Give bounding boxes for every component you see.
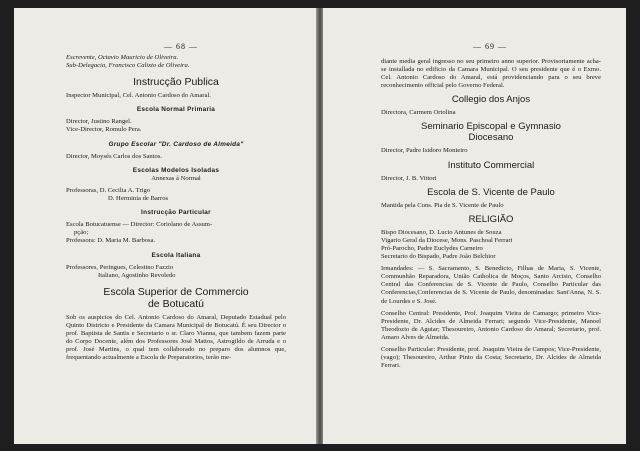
section-heading: Diocesano	[468, 132, 514, 144]
text-line: Vigario Geral da Diocese, Mons. Paschoal Ferrari	[381, 236, 513, 244]
paragraph: diante media geral ingresso no seu primeiro anno superior. Provisoriamente acha-se installada no edificio da Camara Municipal. O seu presidente que é o Exmo. Cel. Antonio Cardoso do Amaral, está providenciando para o seu breve reconhecimento official pelo Governo Federal.	[381, 58, 601, 90]
paragraph: Conselho Particular: Presidente, prof. Joaquim Vieira de Campos; Vice-Presidente, (vago); Thesoureiro, Arthur Pinto da Costa; Secretario, Dr. Alcides de Almeida Ferrari.	[381, 345, 601, 370]
text-line: Professoras, D. Cecilia A. Trigo	[66, 186, 151, 194]
text-line: Inspector Municipal, Cel. Antonio Cardoso do Amaral.	[66, 92, 211, 100]
paragraph: Conselho Central: Presidente, Prof. Joaquim Vieira de Camargo; primeiro Vice-Presidente, Dr. Alcides de Almeida Ferrari; segundo Vice-Presidente, Manoel Theodozio de Aguiar; Thesoureiro, Antonio Cardoso do Amaral; Secretario, prof. Amaro Alves de Almeida.	[381, 309, 601, 341]
text-line: Sub-Delegacia, Francisco Calixto de Oliveira.	[66, 62, 190, 70]
left-page-content	[66, 54, 286, 362]
text-line: Escrevente, Octavio Mauricio de Oliveira.	[66, 54, 179, 61]
text-line: Director, Padre Isidoro Monteiro	[381, 147, 468, 155]
page-number: — 69 —	[473, 42, 507, 51]
section-heading: Instrucção Publica	[133, 76, 219, 89]
section-heading: Escola de S. Vicente de Paulo	[427, 186, 555, 198]
left-page	[14, 8, 317, 444]
text-line: Mantida pela Cons. Pia de S. Vicente de Paulo	[381, 201, 504, 209]
section-heading: de Botucatú	[147, 297, 205, 310]
paragraph: Sob os auspicios do Cel. Antonio Cardoso do Amaral, Deputado Estadual pelo Quinto Districto e Presidente da Camara Municipal de Botucatú. É seu Director o prof. Baptista de Santis e Secretario o sr. Claro Vianna, que tambem fazem parte do Corpo Docente, além dos Professores José Mattos, Astrogildo de Arruda e o prof. José Martins, o qual tem collaborado no preparo dos alumnos que, frequentando actualmente a Escola de Preparatorios, terão me-	[66, 313, 286, 362]
text-line: Director, J. B. Vittori	[381, 174, 437, 182]
text-line: Professores, Peringues, Celestino Fazzio	[66, 263, 174, 271]
section-heading: Escola Superior de Commercio	[103, 285, 249, 298]
section-heading: Escolas Modelos Isoladas	[132, 166, 220, 174]
section-heading: Instrucção Particular	[141, 209, 211, 217]
text-line: Bispo Diocesano, D. Lucio Antunes de Souza	[381, 228, 502, 236]
text-line: Annexas á Normal	[151, 174, 201, 182]
text-line: D. Herminia de Barros	[108, 195, 169, 203]
section-heading: Grupo Escolar "Dr. Cardoso de Almeida"	[108, 140, 244, 148]
section-heading: Escola Normal Primaria	[136, 106, 216, 114]
text-line: Director, Justino Rangel.	[66, 118, 132, 126]
text-line: Director, Moysés Carlos dos Santos.	[66, 152, 163, 160]
text-line: Professora: D. Maria M. Barbosa.	[66, 237, 156, 245]
section-heading: Escola Italiana	[151, 251, 201, 259]
text-line: Secretario do Bispado, Padre João Belchior	[381, 253, 496, 261]
right-page	[323, 8, 626, 444]
page-number: — 68 —	[164, 42, 198, 51]
text-line: pção;	[74, 229, 89, 237]
paragraph: Irmandades: — S. Sacramento, S. Benedicto, Filhas de Maria, S. Vicente, Communhão Reparadora, União Catholica de Moços, Santo Arcisio, Conselho Central das Conferencias de S. Vicente de Paulo, Conselho Particular das Conferencias,Conferencias de S. Vicente de Paulo, denominadas: Sant'Anna, N. S. de Lourdes e S. José.	[381, 265, 601, 305]
section-heading: Collegio dos Anjos	[451, 94, 531, 106]
text-line: Pró-Parocho, Padre Euclydes Carneiro	[381, 244, 483, 252]
right-page-content	[381, 58, 601, 370]
section-heading: RELIGIÃO	[468, 213, 514, 225]
section-heading: Instituto Commercial	[447, 159, 535, 171]
text-line: Escola Botucatuense — Director: Coriolano de Assum-	[66, 221, 213, 229]
section-heading: Seminario Episcopal e Gymnasio	[421, 121, 561, 133]
text-line: Vice-Director, Romulo Pera.	[66, 126, 142, 134]
text-line: Italiano, Agostinho Revoledo	[98, 271, 176, 279]
text-line: Directora, Carmem Ortolina	[381, 109, 456, 117]
